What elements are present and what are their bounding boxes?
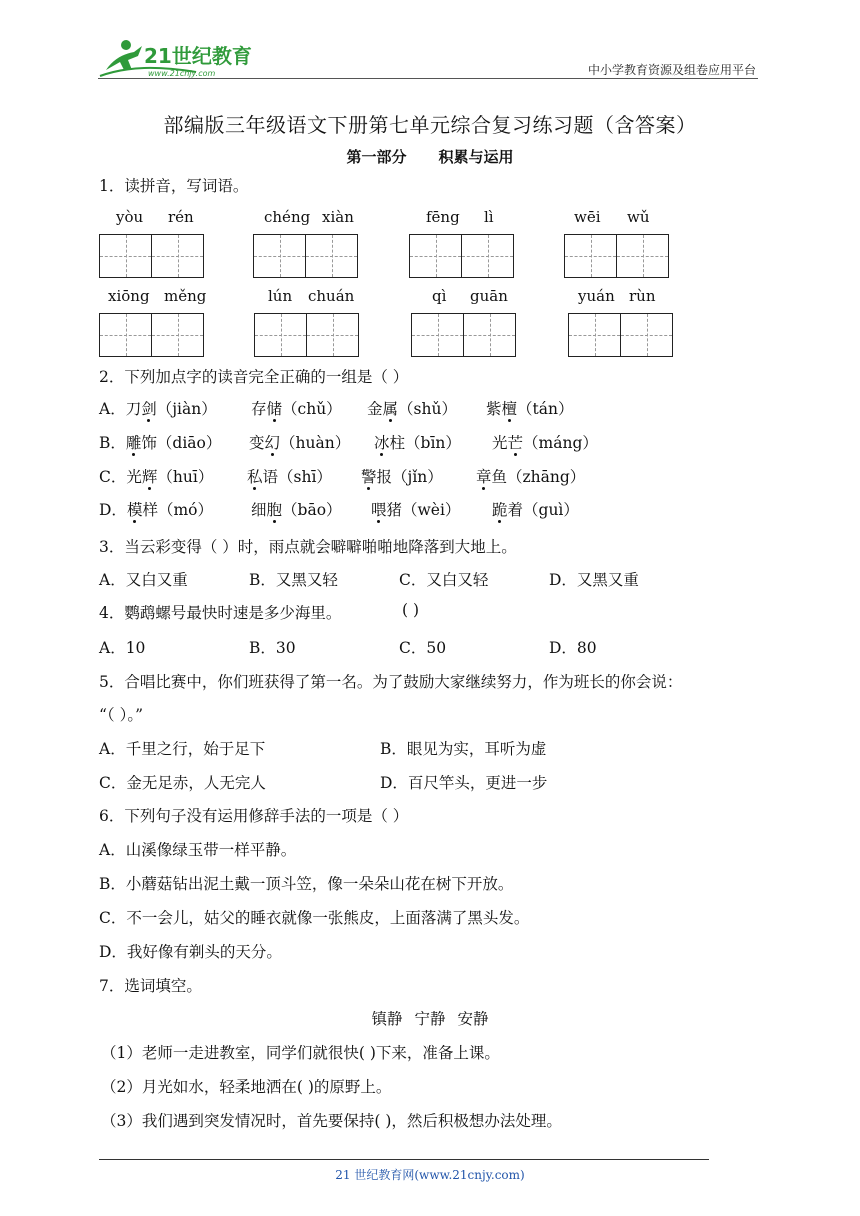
q2-option-b-item xyxy=(249,431,350,453)
pinyin-note: 语（shī） xyxy=(262,468,332,486)
dotted-char: 芒 xyxy=(508,431,524,453)
option-label: D． xyxy=(99,501,127,519)
q3-option-d[interactable]: D．又黑又重 xyxy=(549,571,639,589)
q2-option-d[interactable] xyxy=(99,498,213,520)
section-label: 第一部分 xyxy=(346,148,407,166)
page-title: 部编版三年级语文下册第七单元综合复习练习题（含答案） xyxy=(163,113,697,137)
pinyin: rùn xyxy=(629,287,656,305)
pinyin: wǔ xyxy=(627,208,650,226)
dotted-char: 喂 xyxy=(371,498,387,520)
char: 细 xyxy=(251,501,267,519)
q5-option-d[interactable]: D．百尺竿头，更进一步 xyxy=(380,774,548,792)
pinyin-note: 饰（diāo） xyxy=(141,434,222,452)
q5-option-a[interactable]: A．千里之行，始于足下 xyxy=(99,740,266,758)
q2-option-a-item xyxy=(486,397,573,419)
footer-text[interactable]: 21 世纪教育网(www.21cnjy.com) xyxy=(335,1168,525,1182)
pinyin-note: （shǔ） xyxy=(398,400,457,418)
q7-item-3[interactable]: （3）我们遇到突发情况时，首先要保持( )，然后积极想办法处理。 xyxy=(101,1112,562,1130)
option-label: A． xyxy=(99,400,126,418)
pinyin: lì xyxy=(484,208,494,226)
tianzige-box[interactable] xyxy=(568,313,673,357)
pinyin-note: 样（mó） xyxy=(142,501,213,519)
word-bank xyxy=(0,1007,860,1029)
pinyin: xiàn xyxy=(322,208,354,226)
tianzige-box[interactable] xyxy=(99,313,204,357)
q2-option-b-item xyxy=(492,431,598,453)
char: 存 xyxy=(251,400,267,418)
char: 变 xyxy=(249,434,265,452)
tianzige-box[interactable] xyxy=(411,313,516,357)
pinyin: chuán xyxy=(308,287,355,305)
pinyin-note: （bāo） xyxy=(282,501,342,519)
question-4-stem: 4．鹦鹉螺号最快时速是多少海里。 xyxy=(99,604,342,622)
tianzige-box[interactable] xyxy=(564,234,669,278)
site-logo xyxy=(98,36,258,80)
pinyin-note: 鱼（zhāng） xyxy=(491,468,586,486)
dotted-char: 警 xyxy=(361,465,377,487)
section-heading xyxy=(0,146,860,167)
char: 光 xyxy=(492,434,508,452)
dotted-char: 章 xyxy=(476,465,492,487)
dotted-char: 冰 xyxy=(374,431,390,453)
q6-option-d[interactable]: D．我好像有剃头的天分。 xyxy=(99,943,282,961)
tianzige-box[interactable] xyxy=(254,313,359,357)
q6-option-c[interactable]: C．不一会儿，姑父的睡衣就像一张熊皮，上面落满了黑头发。 xyxy=(99,909,530,927)
pinyin-note: 柱（bīn） xyxy=(389,434,461,452)
q4-option-b[interactable]: B．30 xyxy=(249,639,296,657)
char: 金 xyxy=(367,400,383,418)
dotted-char: 储 xyxy=(267,397,283,419)
tianzige-box[interactable] xyxy=(409,234,514,278)
pinyin-note: 猪（wèi） xyxy=(386,501,461,519)
option-label: C． xyxy=(99,468,127,486)
pinyin: měng xyxy=(164,287,207,305)
question-3-stem: 3．当云彩变得（ ）时，雨点就会噼噼啪啪地降落到大地上。 xyxy=(99,538,517,556)
dotted-char: 幻 xyxy=(265,431,281,453)
dotted-char: 属 xyxy=(383,397,399,419)
pinyin: yòu xyxy=(116,208,144,226)
tianzige-box[interactable] xyxy=(99,234,204,278)
q3-option-a[interactable]: A．又白又重 xyxy=(99,571,188,589)
q2-option-c-item xyxy=(361,465,443,487)
word-choice: 宁静 xyxy=(414,1010,446,1028)
q2-option-a-item xyxy=(367,397,457,419)
header-divider xyxy=(98,78,758,79)
pinyin-note: 报（jǐn） xyxy=(376,468,443,486)
pinyin: lún xyxy=(268,287,293,305)
q3-option-b[interactable]: B．又黑又轻 xyxy=(249,571,338,589)
option-label: B． xyxy=(99,434,126,452)
logo-url: www.21cnjy.com xyxy=(148,69,216,78)
pinyin: yuán xyxy=(578,287,615,305)
q2-option-d-item xyxy=(492,498,579,520)
pinyin-note: 着（guì） xyxy=(507,501,579,519)
word-choice: 镇静 xyxy=(371,1010,403,1028)
q6-option-a[interactable]: A．山溪像绿玉带一样平静。 xyxy=(99,841,297,859)
tianzige-box[interactable] xyxy=(253,234,358,278)
pinyin-note: （huī） xyxy=(157,468,214,486)
pinyin: wēi xyxy=(574,208,601,226)
dotted-char: 雕 xyxy=(126,431,142,453)
pinyin: rén xyxy=(168,208,194,226)
q2-option-a-item xyxy=(251,397,342,419)
question-5-stem: 5．合唱比赛中，你们班获得了第一名。为了鼓励大家继续努力，作为班长的你会说： xyxy=(99,673,683,691)
dotted-char: 辉 xyxy=(142,465,158,487)
q2-option-b-item xyxy=(374,431,461,453)
q2-option-c[interactable] xyxy=(99,465,213,487)
pinyin-note: （tán） xyxy=(517,400,574,418)
char: 光 xyxy=(126,468,142,486)
dotted-char: 剑 xyxy=(141,397,157,419)
q2-option-a[interactable] xyxy=(99,397,217,419)
q7-item-2[interactable]: （2）月光如水，轻柔地洒在( )的原野上。 xyxy=(101,1078,392,1096)
q4-option-a[interactable]: A．10 xyxy=(99,639,146,657)
pinyin-note: （huàn） xyxy=(280,434,351,452)
q2-option-b[interactable] xyxy=(99,431,221,453)
pinyin: guān xyxy=(470,287,508,305)
q4-option-d[interactable]: D．80 xyxy=(549,639,597,657)
logo-text: 21世纪教育 xyxy=(144,44,252,68)
pinyin: fēng xyxy=(426,208,460,226)
pinyin-note: （chǔ） xyxy=(282,400,342,418)
dotted-char: 胞 xyxy=(267,498,283,520)
q4-option-c[interactable]: C．50 xyxy=(399,639,447,657)
q2-option-c-item xyxy=(476,465,585,487)
q3-option-c[interactable]: C．又白又轻 xyxy=(399,571,489,589)
pinyin: qì xyxy=(432,287,447,305)
question-1-stem: 1．读拼音，写词语。 xyxy=(99,177,249,195)
dotted-char: 私 xyxy=(247,465,263,487)
dotted-char: 檀 xyxy=(502,397,518,419)
q2-option-c-item xyxy=(247,465,332,487)
q7-item-1[interactable]: （1）老师一走进教室，同学们就很快( )下来，准备上课。 xyxy=(101,1044,500,1062)
question-6-stem: 6．下列句子没有运用修辞手法的一项是（ ） xyxy=(99,807,409,825)
question-5-stem-cont: “（ ）。” xyxy=(99,706,144,724)
dotted-char: 模 xyxy=(127,498,143,520)
char: 刀 xyxy=(125,400,142,418)
word-choice: 安静 xyxy=(457,1010,489,1028)
pinyin-note: （máng） xyxy=(523,434,598,452)
q2-option-d-item xyxy=(251,498,342,520)
pinyin: chéng xyxy=(264,208,311,226)
question-7-stem: 7．选词填空。 xyxy=(99,977,202,995)
q2-option-d-item xyxy=(371,498,460,520)
header-platform-text: 中小学教育资源及组卷应用平台 xyxy=(587,63,756,77)
dotted-char: 跪 xyxy=(492,498,508,520)
q5-option-c[interactable]: C．金无足赤，人无完人 xyxy=(99,774,266,792)
pinyin: xiōng xyxy=(108,287,150,305)
q6-option-b[interactable]: B．小蘑菇钻出泥土戴一顶斗笠，像一朵朵山花在树下开放。 xyxy=(99,875,514,893)
pinyin-note: （jiàn） xyxy=(156,400,217,418)
q5-option-b[interactable]: B．眼见为实，耳听为虚 xyxy=(380,740,547,758)
q4-answer-blank[interactable]: ( ) xyxy=(402,601,420,619)
footer-divider xyxy=(99,1159,709,1160)
section-name: 积累与运用 xyxy=(438,148,514,166)
char: 紫 xyxy=(486,400,502,418)
question-2-stem: 2．下列加点字的读音完全正确的一组是（ ） xyxy=(99,368,409,386)
